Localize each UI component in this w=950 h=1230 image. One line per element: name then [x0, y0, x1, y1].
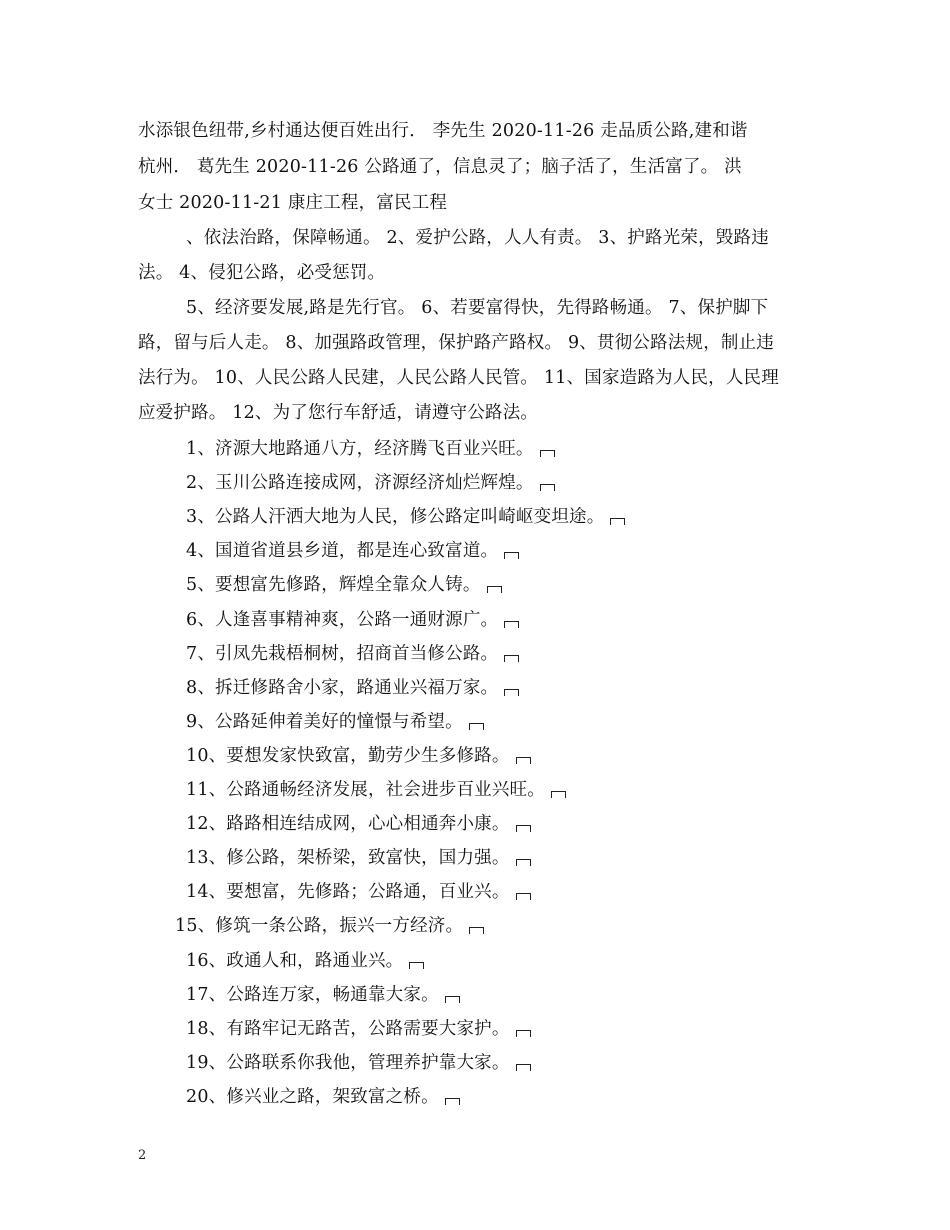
paragraph-line: 、依法治路，保障畅通。 2、爱护公路，人人有责。 3、护路光荣，毁路违: [186, 228, 769, 248]
slogan-text: 11、公路通畅经济发展，社会进步百业兴旺。: [186, 780, 545, 800]
slogan-text: 4、国道省道县乡道，都是连心致富道。: [186, 541, 499, 561]
slogan-item: [186, 471, 555, 495]
slogan-text: 17、公路连万家，畅通靠大家。: [186, 985, 439, 1005]
slogan-item: [186, 573, 502, 597]
paragraph-mark-icon: [610, 518, 625, 525]
paragraph-mark-icon: [516, 859, 531, 866]
paragraph-mark-icon: [516, 1064, 531, 1071]
slogan-item: [186, 505, 625, 529]
slogan-text: 10、要想发家快致富，勤劳少生多修路。: [186, 746, 510, 766]
slogan-text: 19、公路联系你我他，管理养护靠大家。: [186, 1053, 510, 1073]
slogan-item: [186, 676, 519, 700]
slogan-text: 18、有路牢记无路苦，公路需要大家护。: [186, 1019, 510, 1039]
paragraph-line: 法。 4、侵犯公路，必受惩罚。: [138, 263, 386, 283]
slogan-text: 15、修筑一条公路，振兴一方经济。: [175, 916, 464, 936]
slogan-text: 13、修公路，架桥梁，致富快，国力强。: [186, 848, 510, 868]
slogan-item: [186, 437, 555, 461]
paragraph-mark-icon: [516, 757, 531, 764]
slogan-item: [186, 1085, 460, 1109]
paragraph-mark-icon: [409, 962, 424, 969]
paragraph-mark-icon: [516, 1030, 531, 1037]
paragraph-line: 法行为。 10、人民公路人民建，人民公路人民管。 11、国家造路为人民，人民理: [138, 368, 779, 388]
slogan-text: 20、修兴业之路，架致富之桥。: [186, 1087, 439, 1107]
paragraph-mark-icon: [504, 621, 519, 628]
paragraph-mark-icon: [551, 791, 566, 798]
slogan-item: [186, 744, 531, 768]
paragraph-line: 杭州． 葛先生 2020-11-26 公路通了，信息灵了；脑子活了，生活富了。 洪: [138, 157, 742, 177]
slogan-item: [186, 880, 531, 904]
paragraph-mark-icon: [504, 689, 519, 696]
paragraph-line: 5、经济要发展,路是先行官。 6、若要富得快，先得路畅通。 7、保护脚下: [186, 298, 769, 318]
paragraph-mark-icon: [516, 893, 531, 900]
slogan-item: [186, 949, 424, 973]
paragraph-mark-icon: [504, 655, 519, 662]
slogan-item: [186, 608, 519, 632]
slogan-text: 8、拆迁修路舍小家，路通业兴福万家。: [186, 678, 499, 698]
paragraph-mark-icon: [540, 450, 555, 457]
slogan-item: [186, 778, 566, 802]
paragraph-line: 路，留与后人走。 8、加强路政管理，保护路产路权。 9、贯彻公路法规，制止违: [138, 333, 774, 353]
slogan-item: [186, 1017, 531, 1041]
paragraph-line: 水添银色纽带,乡村通达便百姓出行． 李先生 2020-11-26 走品质公路,建和谐: [138, 121, 748, 141]
paragraph-mark-icon: [445, 1098, 460, 1105]
slogan-text: 16、政通人和，路通业兴。: [186, 951, 404, 971]
slogan-text: 6、人逢喜事精神爽，公路一通财源广。: [186, 610, 499, 630]
slogan-text: 7、引凤先栽梧桐树，招商首当修公路。: [186, 644, 499, 664]
paragraph-mark-icon: [445, 996, 460, 1003]
paragraph-mark-icon: [540, 484, 555, 491]
slogan-text: 1、济源大地路通八方，经济腾飞百业兴旺。: [186, 439, 534, 459]
slogan-text: 3、公路人汗洒大地为人民，修公路定叫崎岖变坦途。: [186, 507, 605, 527]
slogan-text: 9、公路延伸着美好的憧憬与希望。: [186, 712, 463, 732]
slogan-text: 14、要想富，先修路；公路通，百业兴。: [186, 882, 510, 902]
paragraph-mark-icon: [516, 825, 531, 832]
slogan-text: 2、玉川公路连接成网，济源经济灿烂辉煌。: [186, 473, 534, 493]
slogan-text: 5、要想富先修路，辉煌全靠众人铸。: [186, 575, 481, 595]
paragraph-mark-icon: [487, 586, 502, 593]
paragraph-line: 女士 2020-11-21 康庄工程，富民工程: [138, 193, 448, 213]
slogan-item: [186, 812, 531, 836]
slogan-item: [186, 642, 519, 666]
paragraph-mark-icon: [469, 927, 484, 934]
paragraph-mark-icon: [469, 723, 484, 730]
paragraph-mark-icon: [504, 552, 519, 559]
slogan-item: [186, 1051, 531, 1075]
slogan-item: [186, 846, 531, 870]
slogan-item: [186, 983, 460, 1007]
slogan-item: [175, 914, 484, 938]
paragraph-line: 应爱护路。 12、为了您行车舒适，请遵守公路法。: [138, 403, 539, 423]
page-number: 2: [138, 1148, 147, 1163]
slogan-text: 12、路路相连结成网，心心相通奔小康。: [186, 814, 510, 834]
slogan-item: [186, 710, 484, 734]
slogan-item: [186, 539, 519, 563]
